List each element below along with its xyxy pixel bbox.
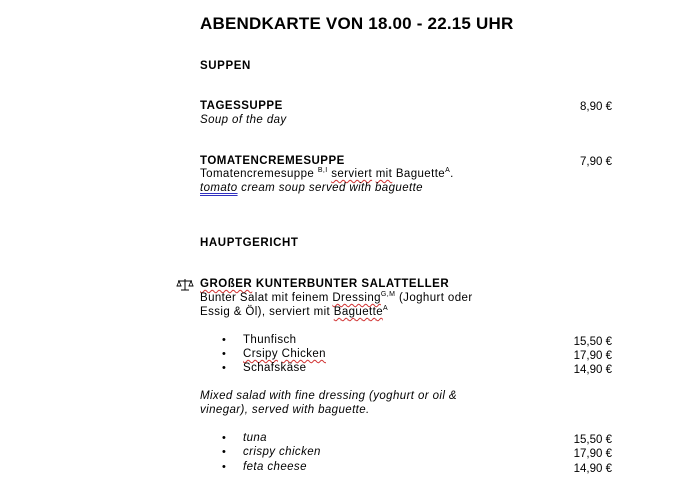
- option-word: Chicken: [281, 348, 326, 360]
- menu-title: ABENDKARTE VON 18.00 - 22.15 UHR: [200, 14, 514, 33]
- option-de-price-tuna: 15,50 €: [573, 336, 612, 348]
- name-text: KUNTERBUNTER SALATTELLER: [255, 278, 450, 290]
- bullet: •: [222, 334, 226, 346]
- scale-icon: [176, 278, 194, 292]
- option-de-tuna: Thunfisch: [243, 334, 297, 346]
- desc-word: tomato: [200, 182, 238, 194]
- allergen-code: G,M: [380, 291, 396, 298]
- allergen-code: A: [445, 167, 451, 174]
- item-price-soup-of-day: 8,90 €: [580, 101, 612, 113]
- bullet: •: [222, 362, 226, 374]
- option-de-price-feta: 14,90 €: [573, 364, 612, 376]
- item-desc-de-tomato-soup: [200, 168, 454, 180]
- section-heading-soups: SUPPEN: [200, 60, 251, 72]
- allergen-code: A: [383, 305, 389, 312]
- option-en-tuna: tuna: [243, 432, 267, 444]
- option-word: Crsipy: [243, 348, 278, 360]
- option-de-chicken: [243, 348, 326, 360]
- desc-text: cream soup served with baguette: [241, 182, 423, 194]
- desc-word: serviert: [331, 168, 373, 180]
- item-desc-de-salad-line2: [200, 306, 388, 318]
- desc-word: Dressing: [332, 292, 381, 304]
- option-en-chicken: crispy chicken: [243, 446, 321, 458]
- desc-text: (Joghurt oder: [398, 292, 473, 304]
- item-desc-en-tomato-soup: [200, 182, 423, 194]
- desc-word: Baguette: [333, 306, 383, 318]
- item-name-salad: [200, 278, 449, 290]
- desc-text: Bunter Salat mit feinem: [200, 292, 329, 304]
- bullet: •: [222, 348, 226, 360]
- option-en-feta: feta cheese: [243, 461, 307, 473]
- allergen-code: B,I: [317, 167, 328, 174]
- item-desc-en-salad-line2: vinegar), served with baguette.: [200, 404, 370, 416]
- desc-word: Tomatencremesuppe: [200, 168, 315, 180]
- bullet: •: [222, 461, 226, 473]
- option-en-price-tuna: 15,50 €: [573, 434, 612, 446]
- bullet: •: [222, 432, 226, 444]
- option-en-price-chicken: 17,90 €: [573, 448, 612, 460]
- option-de-feta: Schafskäse: [243, 362, 307, 374]
- section-heading-main: HAUPTGERICHT: [200, 237, 299, 249]
- bullet: •: [222, 446, 226, 458]
- name-word: GROßER: [200, 278, 253, 290]
- item-price-tomato-soup: 7,90 €: [580, 156, 612, 168]
- item-name-soup-of-day: TAGESSUPPE: [200, 100, 283, 112]
- desc-text: Essig & Öl), serviert mit: [200, 306, 331, 318]
- item-desc-soup-of-day: Soup of the day: [200, 114, 287, 126]
- item-name-tomato-soup: TOMATENCREMESUPPE: [200, 155, 345, 167]
- item-desc-en-salad-line1: Mixed salad with fine dressing (yoghurt or oil &: [200, 390, 457, 402]
- desc-word: mit: [375, 168, 393, 180]
- item-desc-de-salad-line1: [200, 292, 473, 304]
- desc-word: Baguette: [395, 168, 446, 180]
- desc-punct: .: [450, 168, 454, 180]
- option-de-price-chicken: 17,90 €: [573, 350, 612, 362]
- option-en-price-feta: 14,90 €: [573, 463, 612, 475]
